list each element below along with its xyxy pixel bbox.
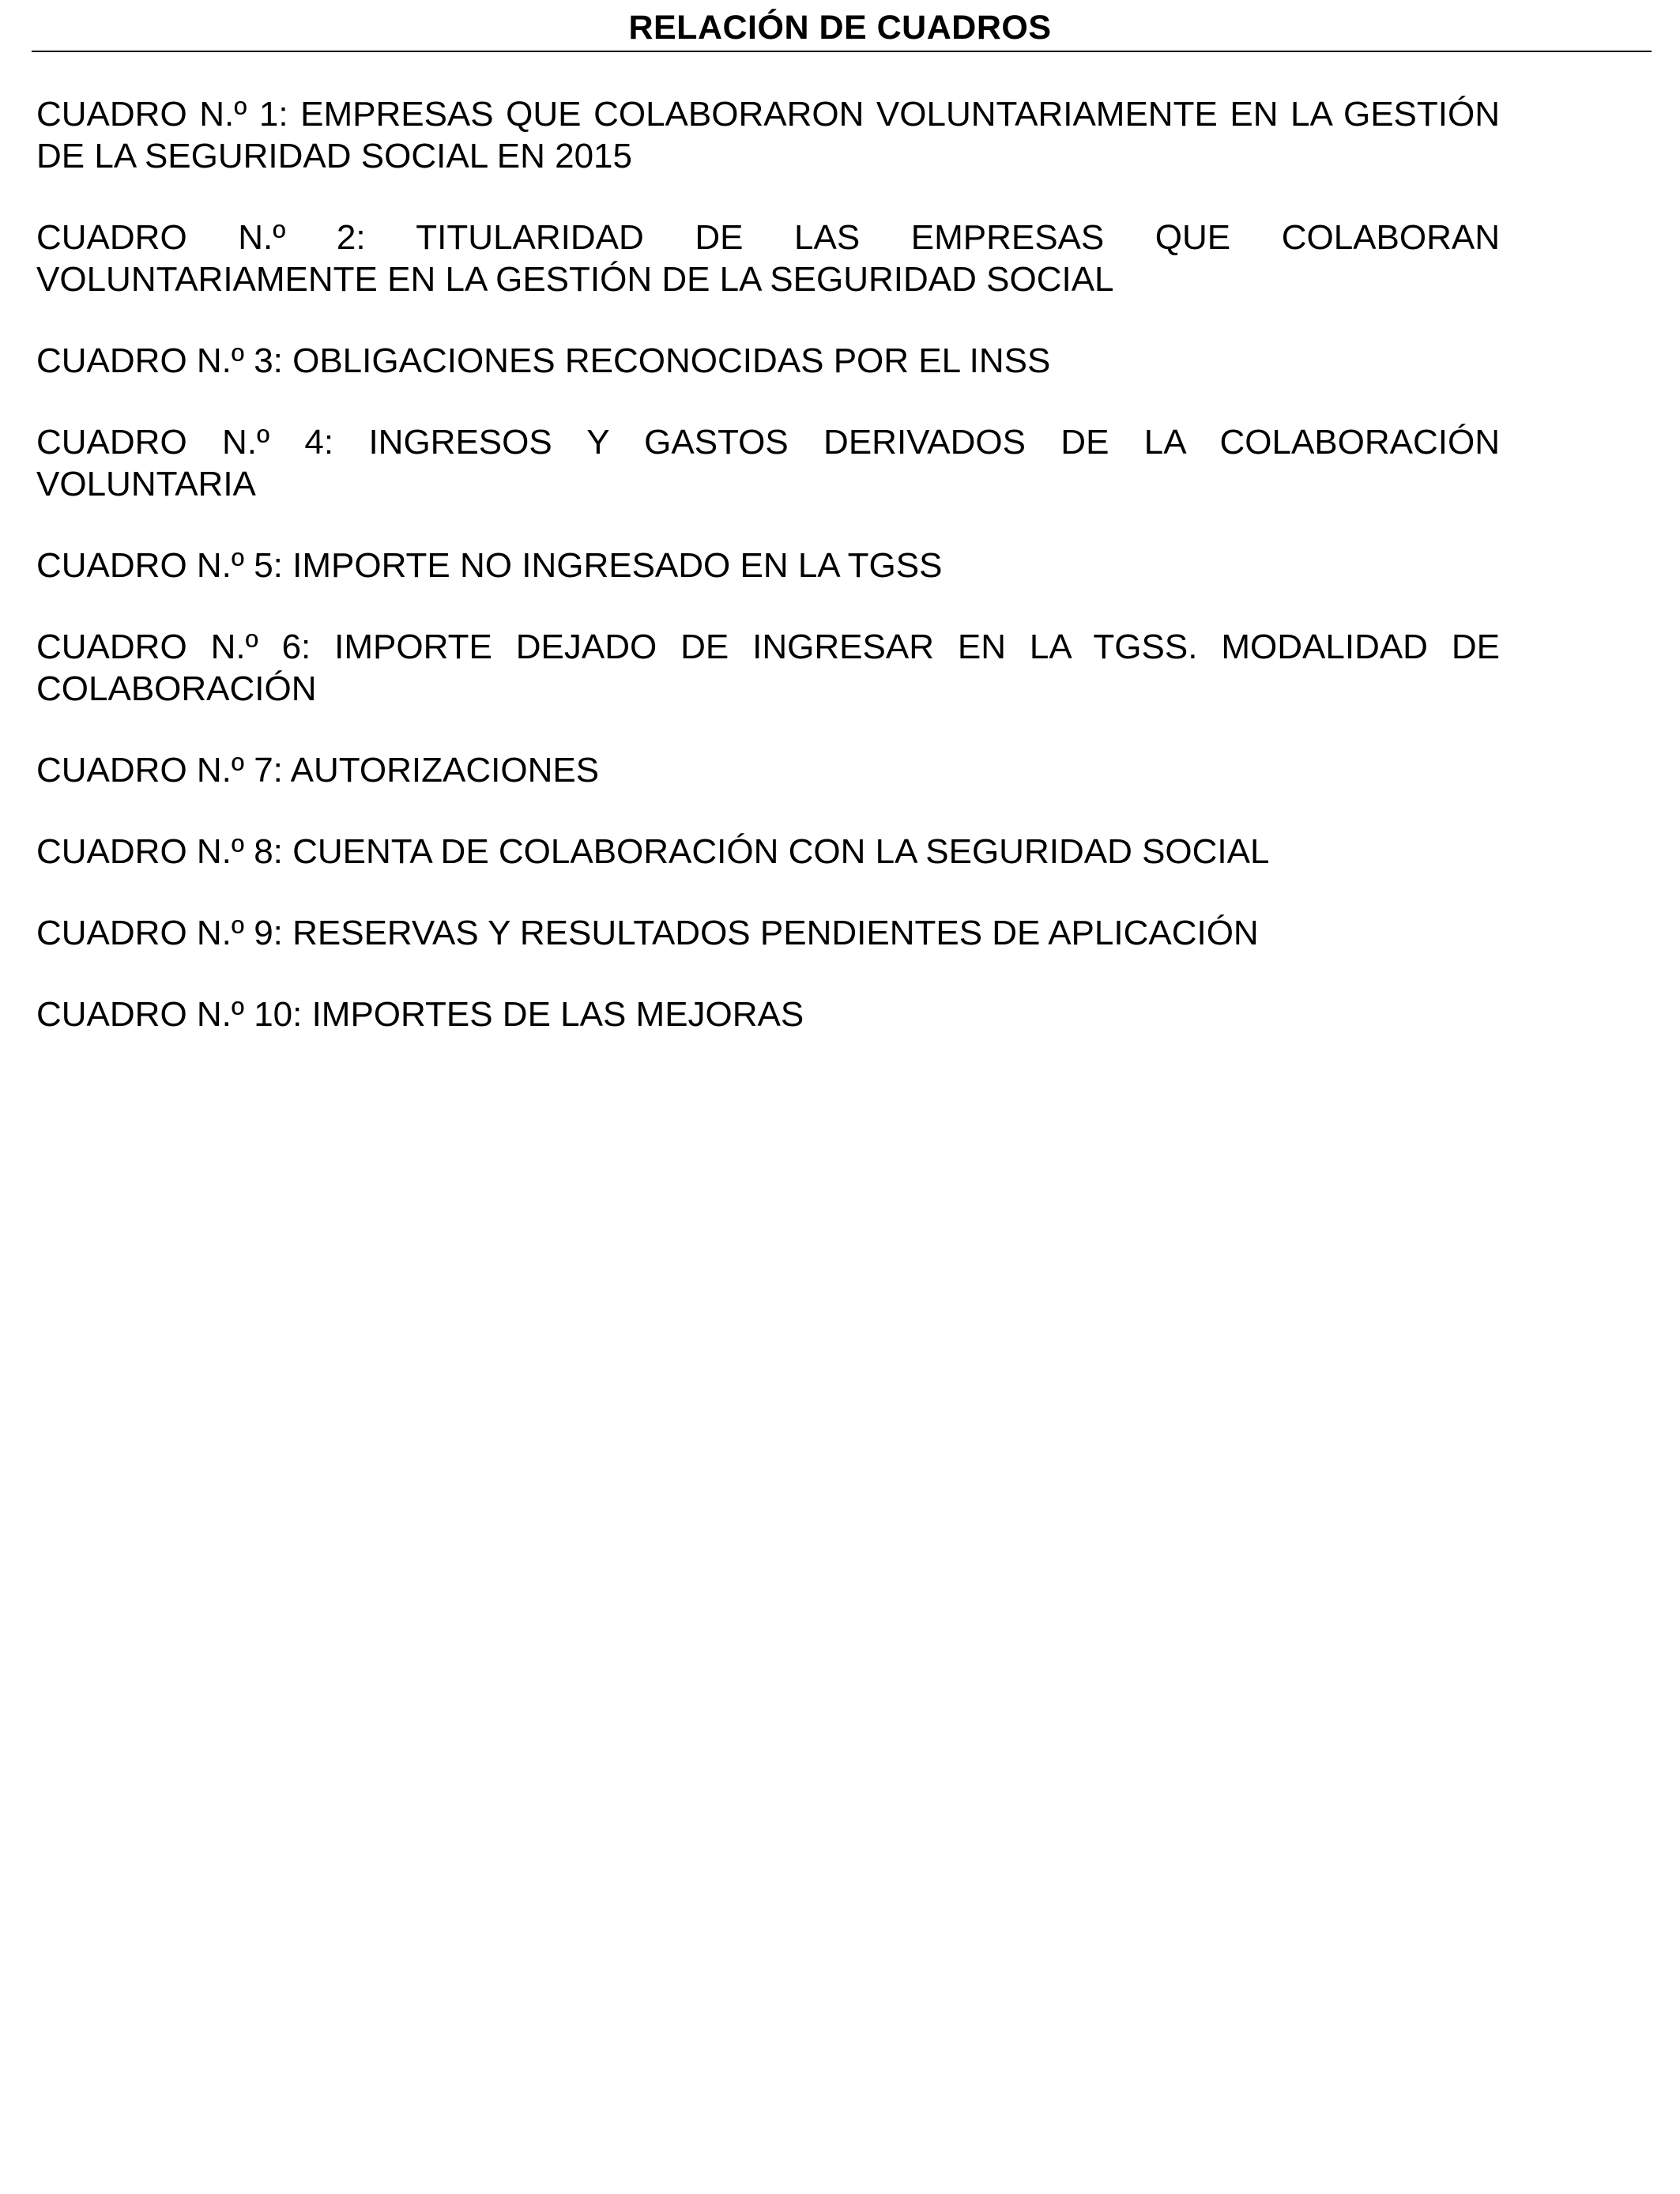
title-underline bbox=[32, 51, 1652, 52]
list-item: CUADRO N.º 7: AUTORIZACIONES bbox=[36, 751, 600, 790]
list-item: CUADRO N.º 6: IMPORTE DEJADO DE INGRESAR EN LA TGSS. MODALIDAD DE COLABORACIÓN bbox=[36, 628, 1500, 708]
table-list bbox=[36, 93, 1500, 1075]
list-item: CUADRO N.º 10: IMPORTES DE LAS MEJORAS bbox=[36, 995, 804, 1034]
list-item: CUADRO N.º 4: INGRESOS Y GASTOS DERIVADOS DE LA COLABORACIÓN VOLUNTARIA bbox=[36, 423, 1500, 503]
list-item: CUADRO N.º 3: OBLIGACIONES RECONOCIDAS POR EL INSS bbox=[36, 341, 1051, 380]
page-title: RELACIÓN DE CUADROS bbox=[628, 9, 1052, 47]
list-item: CUADRO N.º 5: IMPORTE NO INGRESADO EN LA TGSS bbox=[36, 546, 943, 585]
list-item: CUADRO N.º 2: TITULARIDAD DE LAS EMPRESAS QUE COLABORAN VOLUNTARIAMENTE EN LA GESTIÓN DE LA SEGURIDAD SOCIAL bbox=[36, 218, 1500, 299]
list-item: CUADRO N.º 8: CUENTA DE COLABORACIÓN CON LA SEGURIDAD SOCIAL bbox=[36, 832, 1270, 871]
list-item: CUADRO N.º 1: EMPRESAS QUE COLABORARON VOLUNTARIAMENTE EN LA GESTIÓN DE LA SEGURIDAD SOCIAL EN 2015 bbox=[36, 95, 1500, 175]
list-item: CUADRO N.º 9: RESERVAS Y RESULTADOS PENDIENTES DE APLICACIÓN bbox=[36, 914, 1259, 952]
